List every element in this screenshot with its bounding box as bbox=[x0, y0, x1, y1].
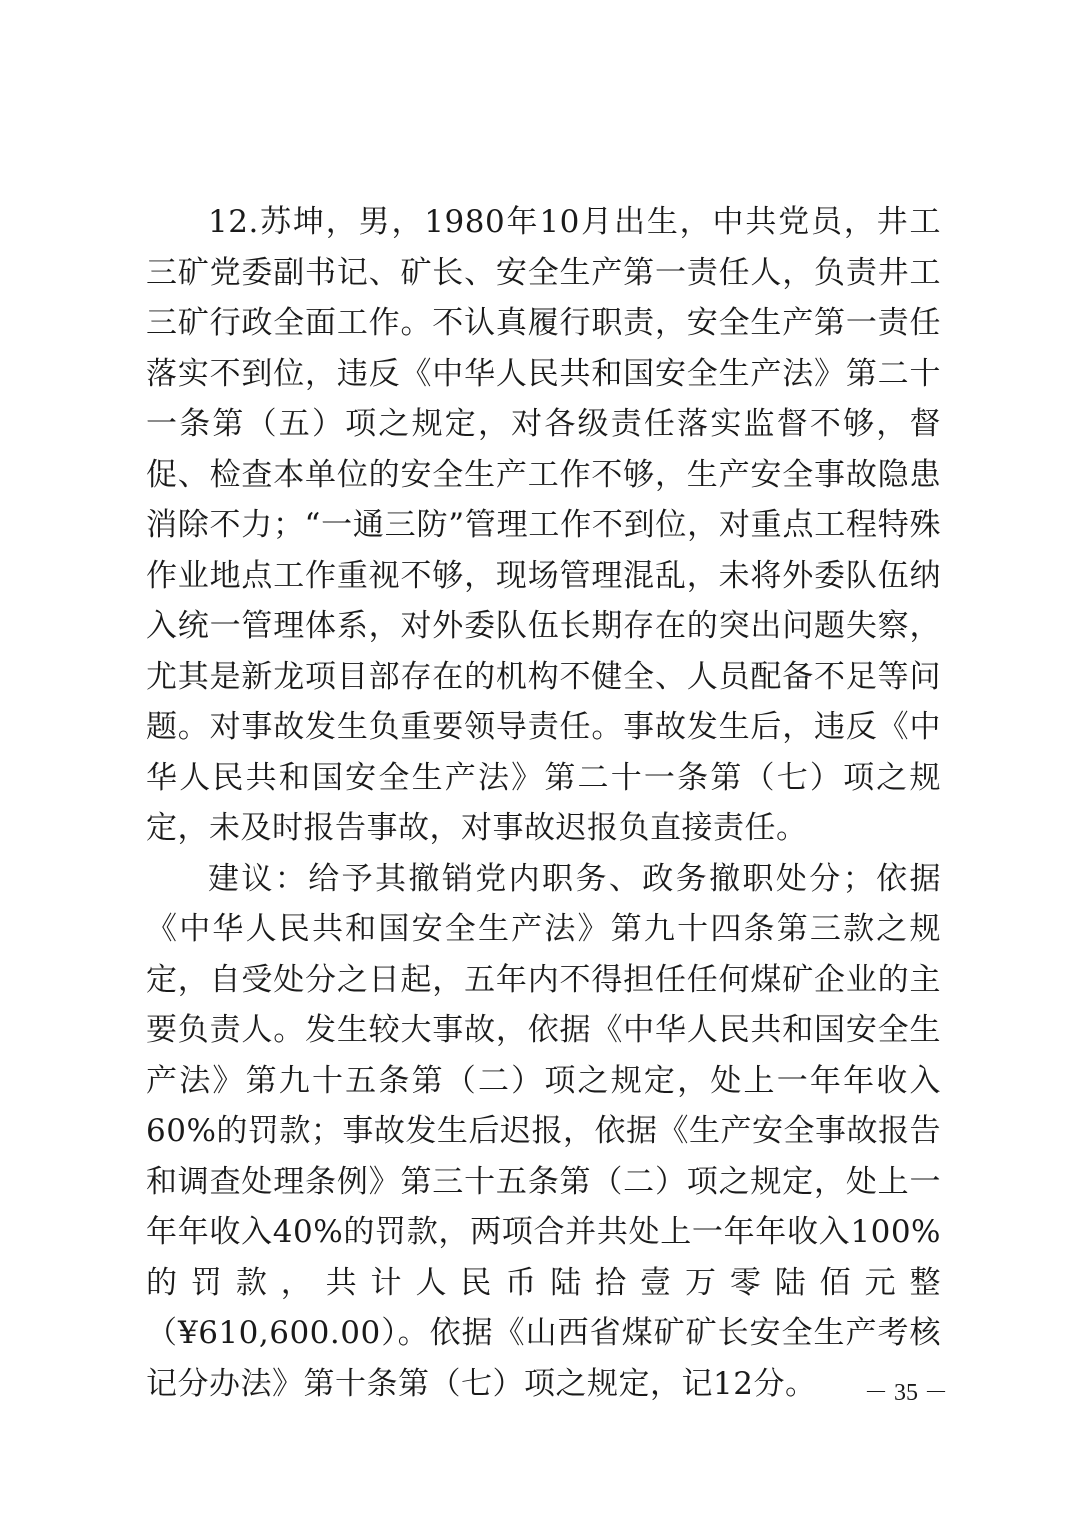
paragraph-recommendation: 建议：给予其撤销党内职务、政务撤职处分；依据《中华人民共和国安全生产法》第九十四条第三款之规定，自受处分之日起，五年内不得担任任何煤矿企业的主要负责人。发生较大事故，依据《中华人民共和国安全生产法》第九十五条第（二）项之规定，处上一年年收入60%的罚款；事故发生后迟报，依据《生产安全事故报告和调查处理条例》第三十五条第（二）项之规定，处上一年年收入40%的罚款，两项合并共处上一年年收入100%的罚款，共计人民币陆拾壹万零陆佰元整（¥610,600.00）。依据《山西省煤矿矿长安全生产考核记分办法》第十条第（七）项之规定，记12分。 bbox=[146, 860, 941, 1402]
paragraph-responsibility: 12.苏坤，男，1980年10月出生，中共党员，井工三矿党委副书记、矿长、安全生产第一责任人，负责井工三矿行政全面工作。不认真履行职责，安全生产第一责任落实不到位，违反《中华人民共和国安全生产法》第二十一条第（五）项之规定，对各级责任落实监督不够，督促、检查本单位的安全生产工作不够，生产安全事故隐患消除不力；“一通三防”管理工作不到位，对重点工程特殊作业地点工作重视不够，现场管理混乱，未将外委队伍纳入统一管理体系，对外委队伍长期存在的突出问题失察，尤其是新龙项目部存在的机构不健全、人员配备不足等问题。对事故发生负重要领导责任。事故发生后，违反《中华人民共和国安全生产法》第二十一条第（七）项之规定，未及时报告事故，对事故迟报负直接责任。 bbox=[146, 204, 941, 846]
page-number: － 35 － bbox=[864, 1380, 948, 1406]
document-body bbox=[146, 197, 941, 1409]
